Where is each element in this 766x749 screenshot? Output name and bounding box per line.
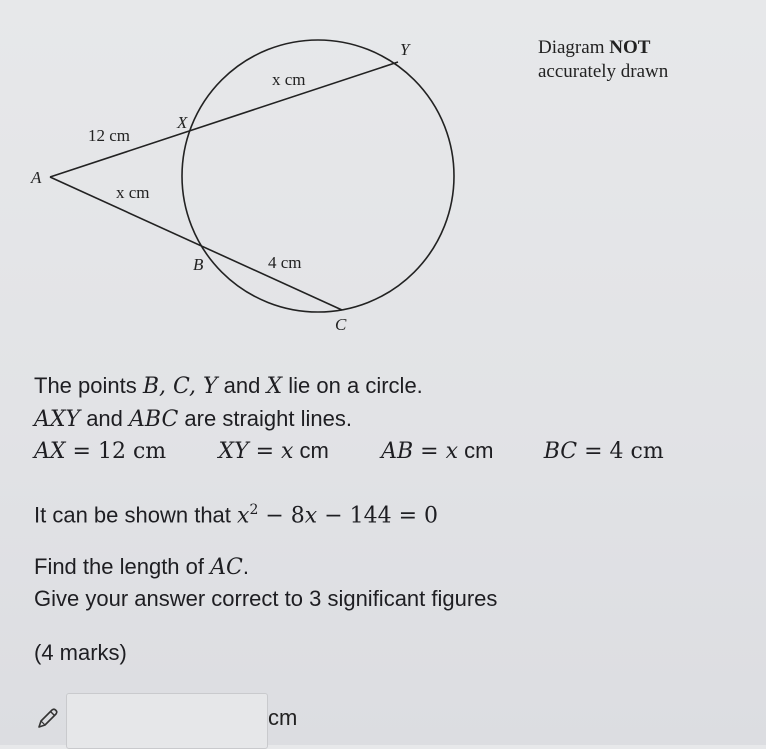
equation-AB: AB = x cm — [381, 438, 494, 464]
label-C: C — [335, 315, 347, 334]
equation-XY: XY = x cm — [218, 438, 329, 464]
circle-diagram — [0, 0, 520, 345]
note-line2: accurately drawn — [538, 61, 669, 82]
label-B: B — [193, 255, 204, 274]
question-find: Find the length of AC. — [34, 554, 249, 580]
equation-BC: BC = 4 cm — [543, 439, 664, 464]
label-XY-length: x cm — [272, 70, 306, 89]
marks-label: (4 marks) — [34, 640, 127, 665]
label-Y: Y — [400, 40, 410, 59]
label-AB-length: x cm — [116, 183, 150, 202]
answer-input[interactable] — [66, 693, 268, 749]
question-equations — [34, 437, 664, 466]
label-BC-length: 4 cm — [268, 253, 302, 272]
diagram-note — [538, 36, 668, 84]
pencil-icon — [34, 706, 60, 732]
circle — [182, 40, 454, 312]
equation-AX: AX = 12 cm — [34, 439, 167, 464]
line-AXY — [50, 62, 398, 177]
line-ABC — [50, 177, 342, 310]
note-text: Diagram — [538, 37, 610, 58]
question-shown: It can be shown that $x^2 - 8x - 144 = 0$ — [34, 502, 439, 529]
label-AX-length: 12 cm — [88, 126, 131, 145]
note-bold: NOT — [609, 37, 651, 58]
label-X: X — [177, 113, 188, 132]
question-line-2: AXY and ABC are straight lines. — [34, 406, 352, 432]
answer-unit: cm — [268, 705, 298, 730]
question-line-1: The points B, C, Y and X lie on a circle. — [34, 373, 423, 399]
question-instruction: Give your answer correct to 3 significant figures — [34, 586, 498, 611]
label-A: A — [31, 168, 42, 187]
